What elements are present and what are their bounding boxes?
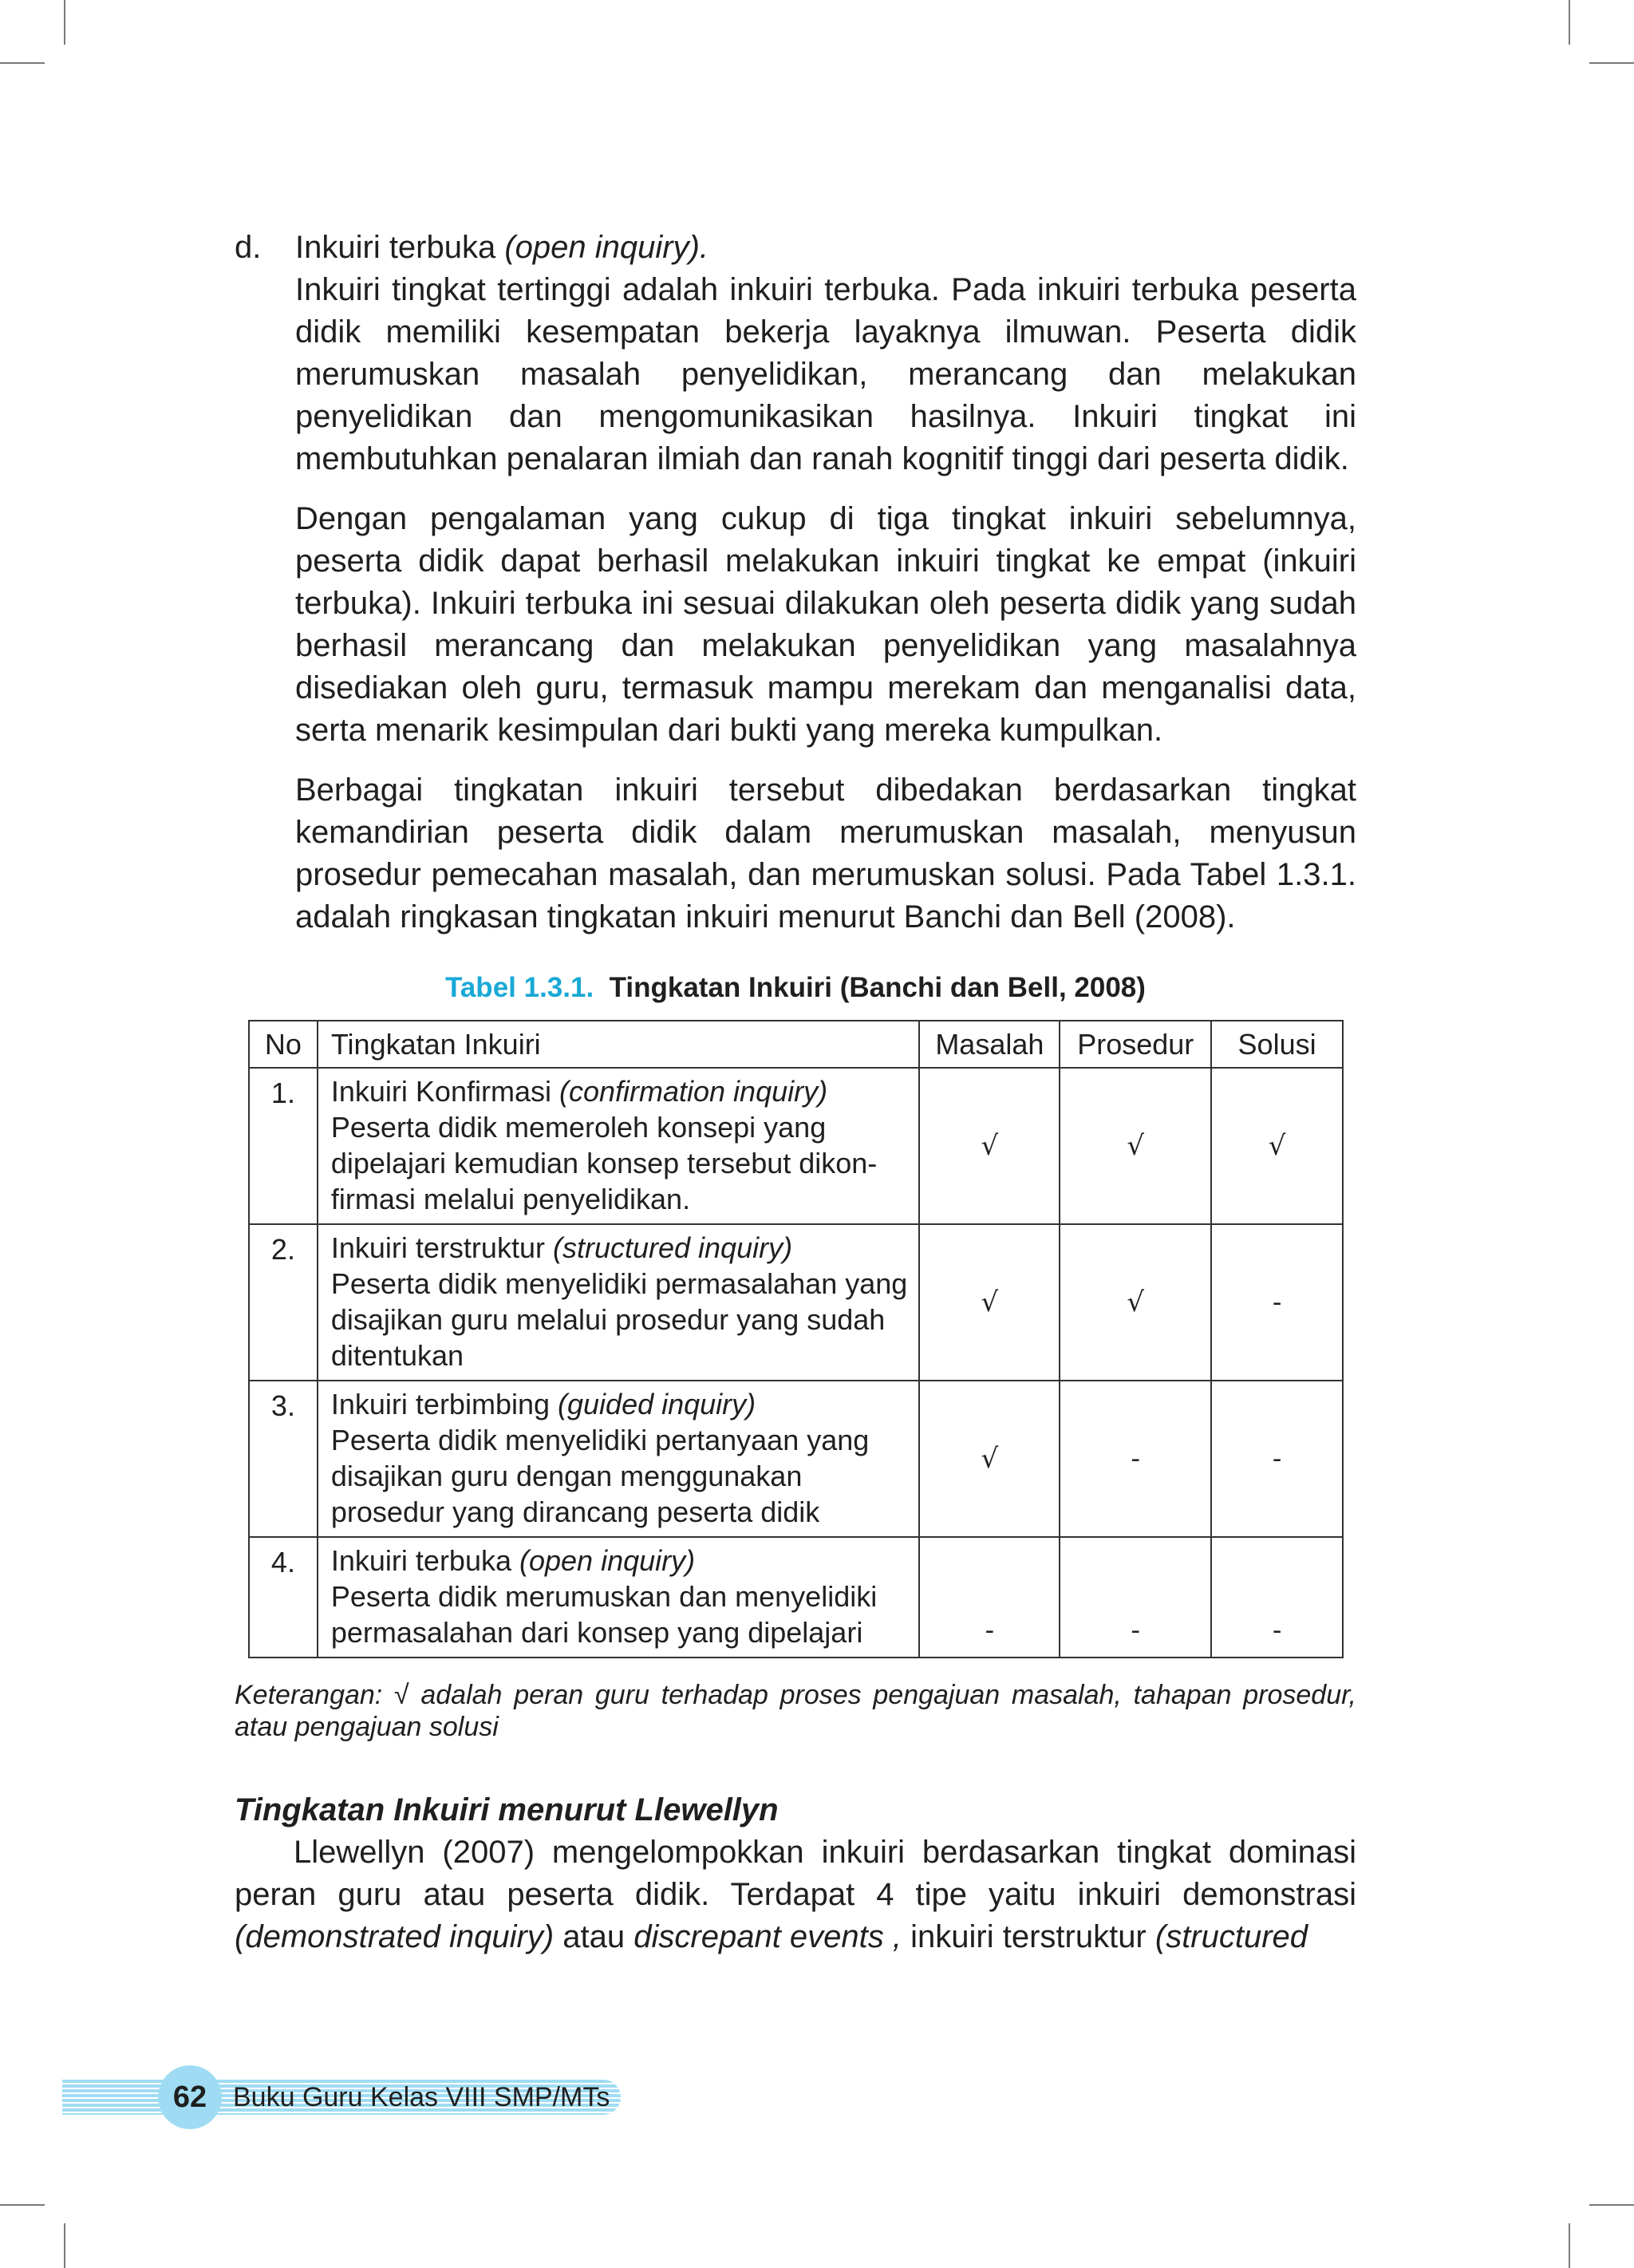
row-title-italic: (guided inquiry) — [558, 1388, 756, 1420]
header-level: Tingkatan Inkuiri — [318, 1021, 920, 1068]
cell-solusi: - — [1211, 1537, 1343, 1658]
table-row — [249, 1537, 1343, 1658]
row-title: Inkuiri Konfirmasi — [330, 1075, 559, 1108]
table-row — [249, 1224, 1343, 1381]
paragraph: Berbagai tingkatan inkuiri tersebut dibedakan berdasarkan tingkat kemandirian peserta didik dalam merumuskan masalah, menyusun prosedur pemecahan masalah, dan merumuskan solusi. Pada Tabel 1.3.1. adalah ringkasan tingkatan inkuiri menurut Banchi dan Bell (2008). — [295, 772, 1356, 934]
row-number: 3. — [249, 1381, 318, 1537]
inquiry-levels-table — [248, 1020, 1344, 1658]
header-masalah: Masalah — [919, 1021, 1060, 1068]
cell-prosedur: √ — [1060, 1224, 1211, 1381]
table-caption — [235, 972, 1356, 1004]
row-desc-text: Peserta didik memeroleh konsepi yang dipelajari kemudian konsep tersebut dikon-firmasi melalui penyelidikan. — [330, 1111, 878, 1215]
row-desc-text: Peserta didik menyelidiki pertanyaan yang disajikan guru dengan menggunakan prosedur yang dirancang peserta didik — [330, 1424, 870, 1528]
list-marker: d. — [235, 230, 262, 265]
cell-prosedur: √ — [1060, 1068, 1211, 1224]
section-text: Llewellyn (2007) mengelompokkan inkuiri berdasarkan tingkat dominasi peran guru atau peserta didik. Terdapat 4 tipe yaitu inkuiri demonstrasi — [235, 1835, 1356, 1912]
row-number: 2. — [249, 1224, 318, 1381]
row-description — [318, 1537, 920, 1658]
paragraph: Inkuiri tingkat tertinggi adalah inkuiri terbuka. Pada inkuiri terbuka peserta didik memiliki kesempatan bekerja layaknya ilmuwan. Peserta didik merumuskan masalah penyelidikan, merancang dan melakukan penyelidikan dan mengomunikasikan hasilnya. Inkuiri tingkat ini membutuhkan penalaran ilmiah dan ranah kognitif tinggi dari peserta didik. — [295, 272, 1356, 476]
row-title: Inkuiri terbuka — [330, 1544, 519, 1577]
row-description — [318, 1068, 920, 1224]
header-solusi: Solusi — [1211, 1021, 1343, 1068]
table-caption-text: Tingkatan Inkuiri (Banchi dan Bell, 2008) — [609, 972, 1146, 1003]
cell-solusi: √ — [1211, 1068, 1343, 1224]
row-description — [318, 1381, 920, 1537]
crop-mark — [64, 0, 65, 45]
row-title: Inkuiri terstruktur — [330, 1231, 553, 1264]
section-paragraph — [235, 1831, 1356, 1958]
page-content — [235, 227, 1356, 1958]
cell-prosedur: - — [1060, 1537, 1211, 1658]
row-title-italic: (confirmation inquiry) — [558, 1075, 828, 1108]
crop-mark — [1569, 0, 1570, 45]
crop-mark — [0, 2204, 45, 2206]
section-italic: discrepant events , — [633, 1919, 902, 1954]
crop-mark — [64, 2223, 65, 2268]
table-note: Keterangan: √ adalah peran guru terhadap proses pengajuan masalah, tahapan prosedur, atau pengajuan solusi — [235, 1680, 1356, 1742]
item-title — [295, 227, 1356, 269]
row-title-italic: (structured inquiry) — [552, 1231, 793, 1264]
row-description — [318, 1224, 920, 1381]
crop-mark — [1589, 62, 1634, 64]
table-row — [249, 1381, 1343, 1537]
item-title-text: Inkuiri terbuka — [295, 230, 505, 265]
page-number: 62 — [172, 2080, 207, 2114]
crop-mark — [1569, 2223, 1570, 2268]
cell-masalah: √ — [919, 1224, 1060, 1381]
crop-mark — [1589, 2204, 1634, 2206]
row-title: Inkuiri terbimbing — [330, 1388, 558, 1420]
table-header-row — [249, 1021, 1343, 1068]
section-text: inkuiri terstruktur — [902, 1919, 1155, 1954]
cell-masalah: √ — [919, 1068, 1060, 1224]
cell-masalah: √ — [919, 1381, 1060, 1537]
table-caption-label: Tabel 1.3.1. — [445, 972, 594, 1003]
item-title-italic: (open inquiry). — [504, 230, 709, 265]
row-title-italic: (open inquiry) — [519, 1544, 696, 1577]
section-italic: (structured — [1154, 1919, 1308, 1954]
row-number: 4. — [249, 1537, 318, 1658]
row-desc-text: Peserta didik merumuskan dan menyelidiki permasalahan dari konsep yang dipelajari — [330, 1580, 878, 1649]
cell-masalah: - — [919, 1537, 1060, 1658]
list-item-d — [235, 227, 1356, 938]
paragraph: Dengan pengalaman yang cukup di tiga tingkat inkuiri sebelumnya, peserta didik dapat berhasil melakukan inkuiri tingkat ke empat (inkuiri terbuka). Inkuiri terbuka ini sesuai dilakukan oleh peserta didik yang sudah berhasil merancang dan melakukan penyelidikan yang masalahnya disediakan oleh guru, termasuk mampu merekam dan menganalisi data, serta menarik kesimpulan dari bukti yang mereka kumpulkan. — [295, 501, 1356, 748]
row-number: 1. — [249, 1068, 318, 1224]
section-heading: Tingkatan Inkuiri menurut Llewellyn — [235, 1792, 779, 1827]
row-desc-text: Peserta didik menyelidiki permasalahan yang disajikan guru melalui prosedur yang sudah ditentukan — [330, 1267, 908, 1372]
cell-solusi: - — [1211, 1224, 1343, 1381]
section-text: atau — [554, 1919, 634, 1954]
header-no: No — [249, 1021, 318, 1068]
cell-prosedur: - — [1060, 1381, 1211, 1537]
book-title: Buku Guru Kelas VIII SMP/MTs — [233, 2082, 610, 2112]
table-row — [249, 1068, 1343, 1224]
cell-solusi: - — [1211, 1381, 1343, 1537]
crop-mark — [0, 62, 45, 64]
page-footer — [62, 2065, 621, 2129]
section-italic: (demonstrated inquiry) — [235, 1919, 555, 1954]
header-prosedur: Prosedur — [1060, 1021, 1211, 1068]
page-number-badge — [158, 2065, 222, 2129]
